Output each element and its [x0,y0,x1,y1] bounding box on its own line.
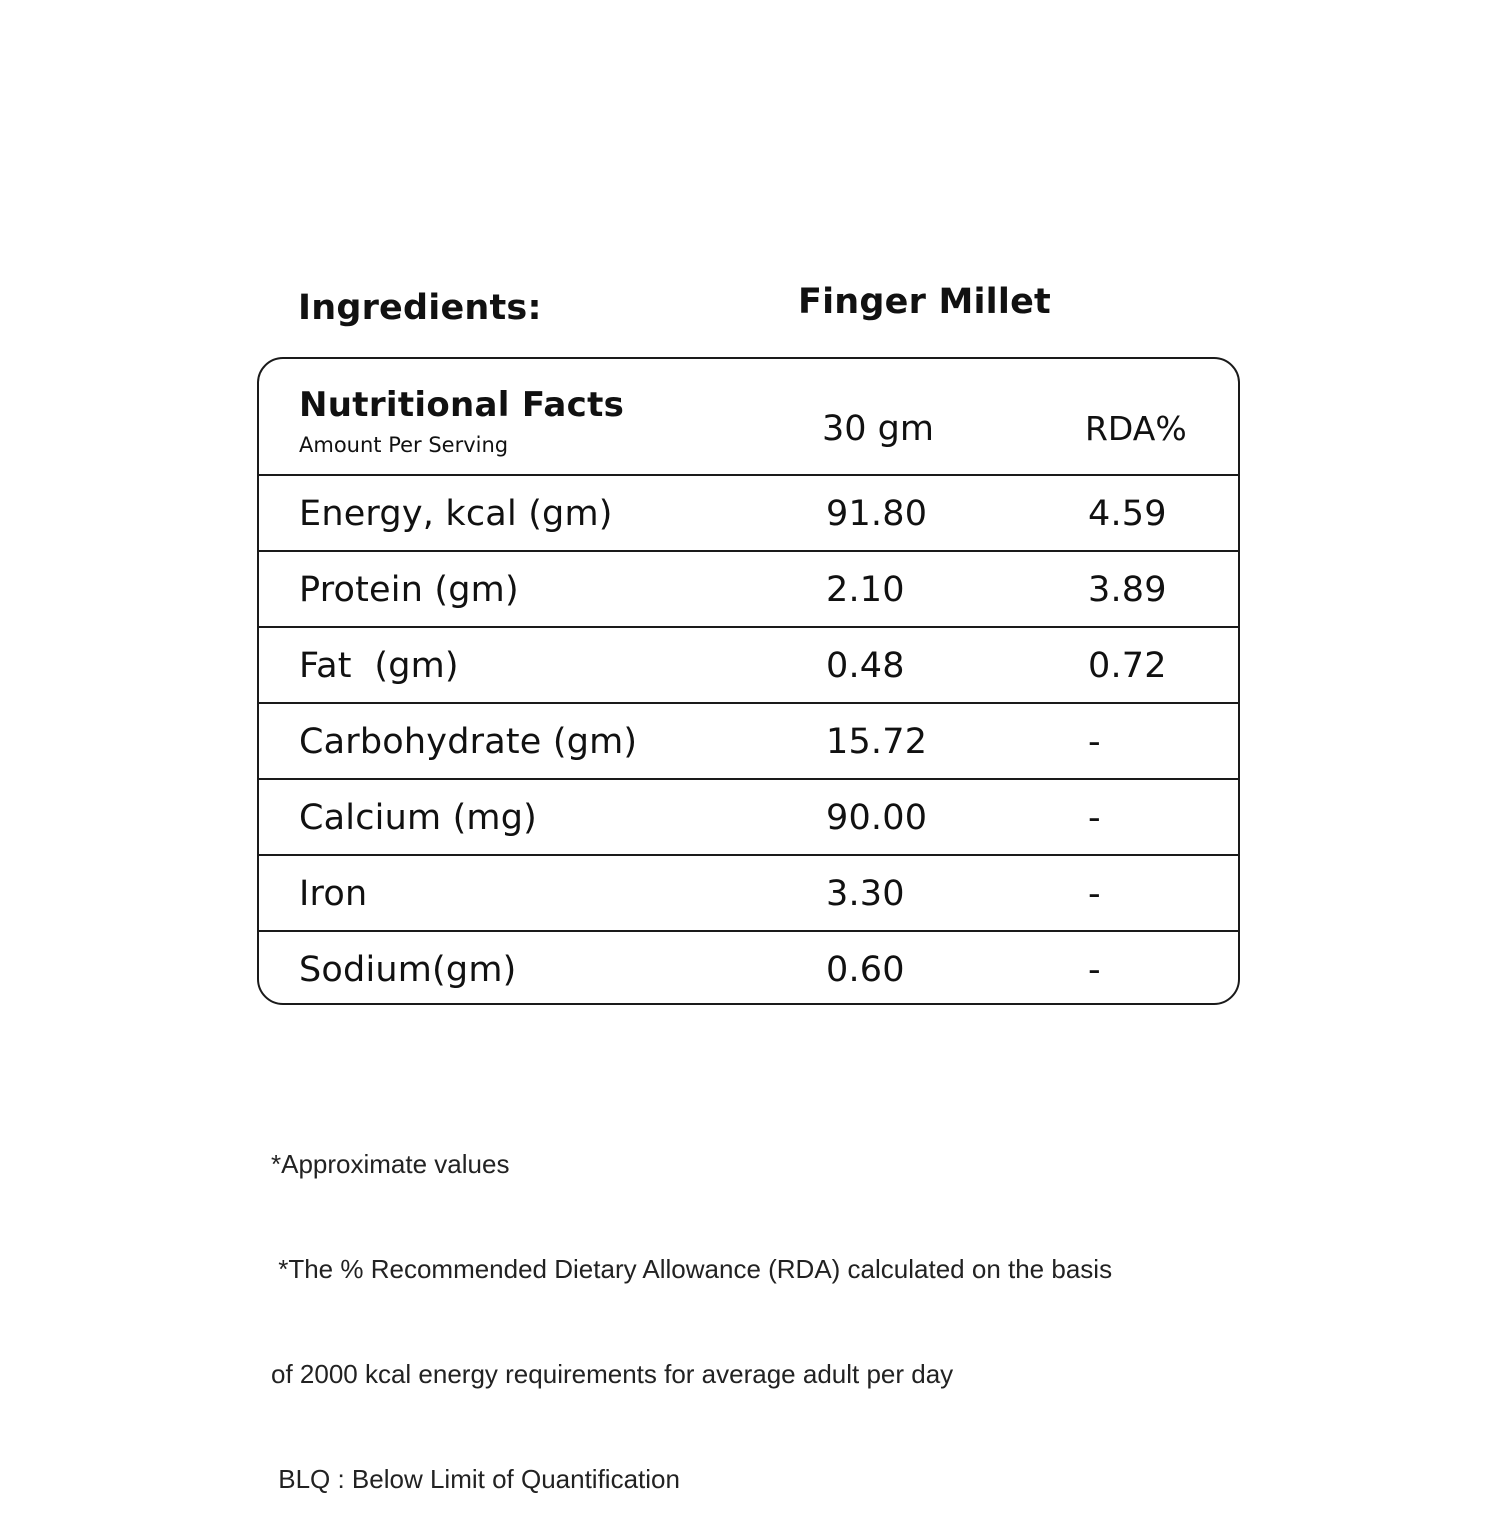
footnotes [271,1077,1112,1532]
nutrient-rda: - [1088,874,1101,914]
table-header-row [259,359,1238,476]
nutrient-rda: - [1088,798,1101,838]
nutrient-name: Protein (gm) [299,570,519,610]
table-row [259,856,1238,932]
nutrient-rda: - [1088,950,1101,990]
nutrient-rda: 3.89 [1088,570,1167,610]
rda-column-header: RDA% [1085,409,1187,448]
nutrient-name: Calcium (mg) [299,798,538,838]
footnote-line: *The % Recommended Dietary Allowance (RDA) calculated on the basis [271,1254,1113,1284]
nutrient-rda: 4.59 [1088,494,1167,534]
nutrient-rda: 0.72 [1088,646,1167,686]
amount-column-header: 30 gm [822,409,934,449]
table-row [259,932,1238,1005]
table-subtitle: Amount Per Serving [299,433,509,457]
footnote-line: *Approximate values [271,1149,510,1179]
ingredients-label: Ingredients: [298,288,542,328]
table-row [259,780,1238,856]
nutrient-name: Iron [299,874,368,914]
nutrient-amount: 0.60 [826,950,905,990]
table-row [259,476,1238,552]
table-row [259,552,1238,628]
ingredients-value: Finger Millet [798,282,1051,322]
nutrient-name: Energy, kcal (gm) [299,494,613,534]
table-title: Nutritional Facts [299,385,625,425]
nutrient-rda: - [1088,722,1101,762]
nutrient-amount: 91.80 [826,494,928,534]
footnote-line: BLQ : Below Limit of Quantification [271,1464,680,1494]
nutrient-name: Sodium(gm) [299,950,517,990]
nutrition-facts-table [257,357,1240,1005]
nutrient-amount: 90.00 [826,798,928,838]
nutrient-name: Fat (gm) [299,646,459,686]
nutrient-name: Carbohydrate (gm) [299,722,638,762]
nutrient-amount: 3.30 [826,874,905,914]
nutrient-amount: 15.72 [826,722,928,762]
table-row [259,704,1238,780]
nutrient-amount: 2.10 [826,570,905,610]
nutrient-amount: 0.48 [826,646,905,686]
table-row [259,628,1238,704]
footnote-line: of 2000 kcal energy requirements for average adult per day [271,1359,954,1389]
